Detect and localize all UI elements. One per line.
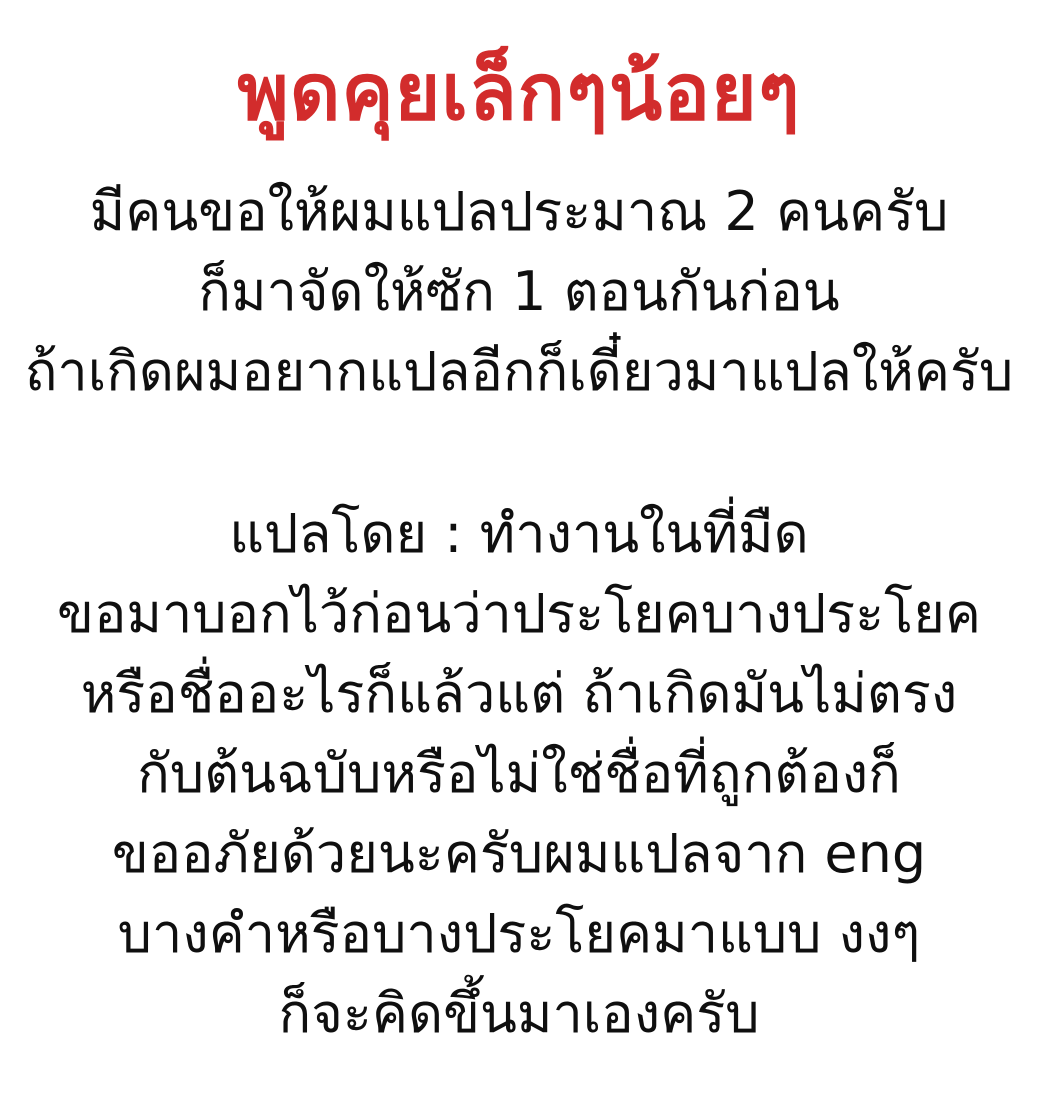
text-line: มีคนขอให้ผมแปลประมาณ 2 คนครับ: [89, 180, 949, 243]
text-line: แปลโดย : ทำงานในที่มืด: [229, 502, 809, 565]
text-line: ก็จะคิดขึ้นมาเองครับ: [278, 982, 760, 1045]
text-line: บางคำหรือบางประโยคมาแบบ งงๆ: [117, 902, 921, 965]
page-title: พูดคุยเล็กๆน้อยๆ: [237, 48, 801, 138]
translator-credit-paragraph: [0, 494, 1038, 1054]
text-line: ถ้าเกิดผมอยากแปลอีกก็เดี๋ยวมาแปลให้ครับ: [24, 340, 1014, 403]
text-line: ขออภัยด้วยนะครับผมแปลจาก eng: [111, 822, 927, 885]
text-line: ก็มาจัดให้ซัก 1 ตอนกันก่อน: [198, 260, 840, 323]
text-line: ขอมาบอกไว้ก่อนว่าประโยคบางประโยค: [57, 582, 981, 645]
intro-paragraph: [0, 172, 1038, 412]
text-line: กับต้นฉบับหรือไม่ใช่ชื่อที่ถูกต้องก็: [137, 742, 901, 805]
text-line: หรือชื่ออะไรก็แล้วแต่ ถ้าเกิดมันไม่ตรง: [80, 662, 958, 725]
